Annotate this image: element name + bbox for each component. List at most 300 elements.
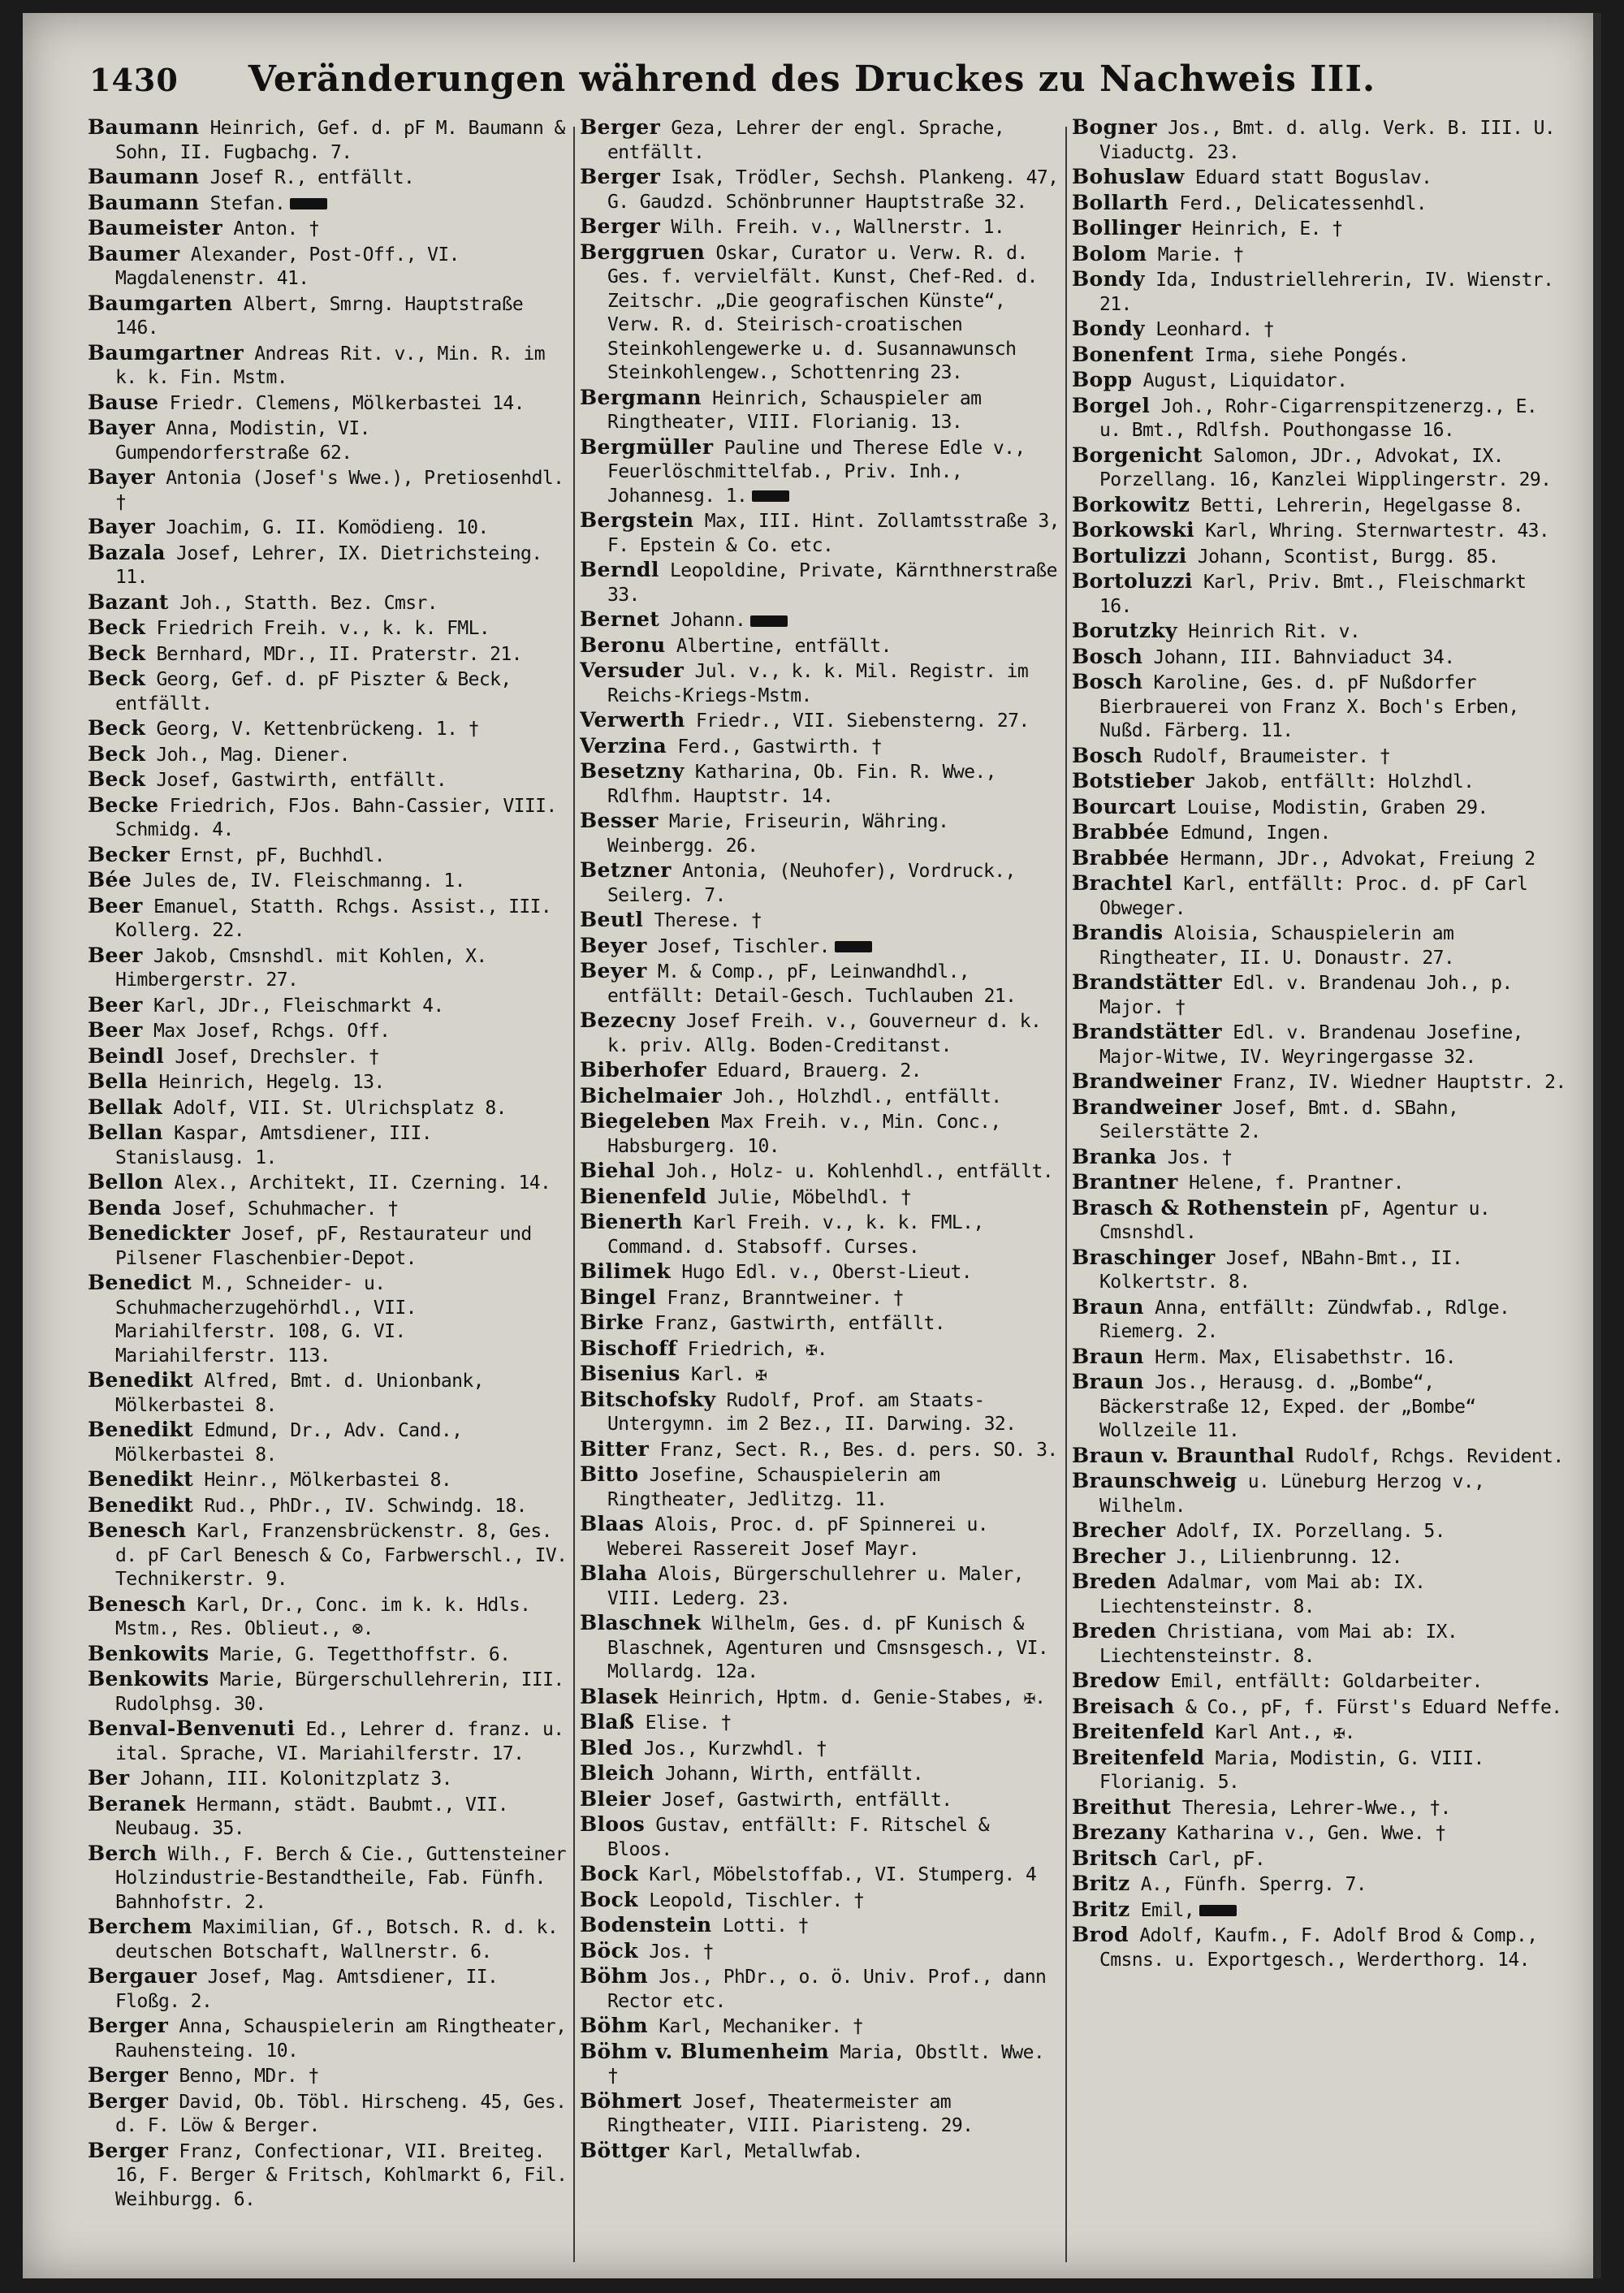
- entry-text: Max Freih. v., Min. Conc., Habsburgerg. 10.: [607, 1112, 1001, 1157]
- entry-name: Benedikt: [88, 1492, 194, 1517]
- directory-entry: [580, 1285, 1060, 1311]
- entry-name: Berggruen: [580, 240, 706, 264]
- entry-name: Berndl: [580, 558, 659, 581]
- entry-name: Bitter: [580, 1436, 650, 1461]
- entry-name: Brecher: [1072, 1518, 1166, 1542]
- entry-text: Betti, Lehrerin, Hegelgasse 8.: [1200, 494, 1524, 516]
- directory-entry: [88, 1221, 568, 1271]
- entry-text: Anna, Schauspielerin am Ringtheater, Rauhensteing. 10.: [115, 2016, 567, 2062]
- directory-entry: [580, 908, 1060, 934]
- entry-name: Braunschweig: [1072, 1469, 1237, 1492]
- directory-entry: [1072, 242, 1567, 268]
- entry-text: Max Josef, Rchgs. Off.: [153, 1021, 391, 1042]
- entry-text: Helene, f. Prantner.: [1188, 1172, 1404, 1194]
- entry-text: Joachim, G. II. Komödieng. 10.: [166, 517, 489, 538]
- pointing-hand-icon: [752, 490, 789, 502]
- directory-entry: [1072, 820, 1567, 846]
- entry-text: August, Liquidator.: [1142, 370, 1348, 391]
- directory-entry: [1072, 645, 1567, 671]
- directory-entry: [580, 1685, 1060, 1711]
- entry-name: Britz: [1072, 1897, 1130, 1921]
- entry-text: Therese. †: [654, 910, 762, 931]
- entry-name: Braun: [1072, 1294, 1144, 1319]
- directory-entry: [88, 1418, 568, 1467]
- directory-entry: [1072, 769, 1567, 795]
- entry-text: Eduard statt Boguslav.: [1194, 167, 1432, 188]
- entry-name: Brandis: [1072, 921, 1164, 944]
- entry-name: Borutzky: [1072, 619, 1177, 642]
- directory-entry: [1072, 1469, 1567, 1518]
- directory-entry: [1072, 1345, 1567, 1371]
- entry-name: Blaß: [580, 1710, 635, 1734]
- entry-text: Anna, entfällt: Zündwfab., Rdlge. Riemerg. 2.: [1099, 1297, 1510, 1342]
- entry-name: Bosch: [1072, 644, 1143, 668]
- entry-text: Karl, Whring. Sternwartestr. 43.: [1205, 520, 1550, 542]
- entry-text: Friedr., VII. Siebensterng. 27.: [695, 710, 1030, 732]
- entry-name: Baumann: [88, 165, 200, 188]
- entry-name: Berger: [88, 2063, 169, 2087]
- entry-text: Friedrich Freih. v., k. k. FML.: [156, 618, 490, 639]
- entry-name: Brandstätter: [1072, 1020, 1222, 1043]
- directory-entry: [88, 1518, 568, 1592]
- entry-text: Salomon, JDr., Advokat, IX. Porzellang. 16, Kanzlei Wipplingerstr. 29.: [1099, 445, 1552, 490]
- directory-entry: [1072, 544, 1567, 570]
- entry-text: Pauline und Therese Edle v., Feuerlöschmittelfab., Priv. Inh., Johannesg. 1.: [607, 437, 1026, 507]
- entry-text: Maximilian, Gf., Botsch. R. d. k. deutschen Botschaft, Wallnerstr. 6.: [115, 1917, 559, 1963]
- entry-name: Böhm: [580, 1964, 649, 1988]
- directory-entry: [88, 868, 568, 894]
- directory-entry: [1072, 191, 1567, 217]
- directory-entry: [88, 115, 568, 165]
- directory-entry: [1072, 619, 1567, 645]
- directory-entry: [1072, 1619, 1567, 1669]
- entry-name: Braun: [1072, 1344, 1144, 1368]
- directory-entry: [580, 1862, 1060, 1888]
- directory-entry: [1072, 518, 1567, 544]
- entry-text: Johann, Wirth, entfällt.: [665, 1764, 924, 1785]
- entry-text: Jos., Herausg. d. „Bombe“, Bäckerstraße 12, Exped. der „Bombe“ Wollzeile 11.: [1099, 1372, 1476, 1441]
- directory-entry: [580, 1388, 1060, 1437]
- directory-entry: [580, 633, 1060, 659]
- directory-entry: [88, 391, 568, 417]
- entry-name: Bilimek: [580, 1259, 672, 1283]
- entry-name: Bergmüller: [580, 434, 714, 459]
- entry-name: Blaschnek: [580, 1611, 702, 1634]
- entry-text: Karl, Metallwfab.: [680, 2140, 863, 2162]
- entry-text: Joh., Rohr-Cigarrenspitzenerzg., E. u. Bmt., Rdlfsh. Pouthongasse 16.: [1099, 395, 1538, 441]
- entry-name: Baumeister: [88, 216, 223, 240]
- directory-entry: [1072, 1370, 1567, 1444]
- entry-text: Jul. v., k. k. Mil. Registr. im Reichs-Kriegs-Mstm.: [607, 661, 1029, 706]
- directory-entry: [88, 1915, 568, 1964]
- entry-text: Leopoldine, Private, Kärnthnerstraße 33.: [607, 560, 1057, 606]
- entry-name: Beck: [88, 741, 146, 766]
- directory-entry: [1072, 1095, 1567, 1145]
- directory-entry: [88, 1271, 568, 1368]
- entry-text: Emil, entfällt: Goldarbeiter.: [1170, 1671, 1483, 1692]
- entry-text: Gustav, entfällt: F. Ritschel & Bloos.: [607, 1815, 989, 1860]
- entry-name: Berger: [580, 214, 661, 238]
- entry-text: Jules de, IV. Fleischmanng. 1.: [142, 870, 465, 892]
- entry-text: Friedrich, FJos. Bahn-Cassier, VIII. Schmidg. 4.: [115, 795, 557, 840]
- entry-text: A., Fünfh. Sperrg. 7.: [1140, 1874, 1367, 1895]
- directory-entry: [1072, 744, 1567, 770]
- entry-text: Irma, siehe Pongés.: [1204, 344, 1410, 366]
- directory-entry: [580, 2040, 1060, 2089]
- directory-entry: [580, 1259, 1060, 1285]
- entry-text: Josef, Theatermeister am Ringtheater, VIII. Piaristeng. 29.: [607, 2091, 974, 2136]
- entry-name: Böttger: [580, 2138, 670, 2162]
- directory-entry: [88, 615, 568, 641]
- entry-name: Besetzny: [580, 759, 685, 783]
- entry-text: Kaspar, Amtsdiener, III. Stanislausg. 1.: [115, 1123, 432, 1168]
- entry-text: Edmund, Dr., Adv. Cand., Mölkerbastei 8.: [115, 1420, 463, 1466]
- entry-name: Benkowits: [88, 1667, 209, 1691]
- directory-entry: [580, 959, 1060, 1008]
- entry-name: Bosch: [1072, 743, 1143, 767]
- directory-entry: [1072, 1923, 1567, 1972]
- entry-name: Beyer: [580, 959, 647, 982]
- directory-entry: [1072, 1196, 1567, 1246]
- directory-entry: [88, 1592, 568, 1642]
- entry-name: Braun v. Braunthal: [1072, 1443, 1295, 1467]
- entry-name: Benedikt: [88, 1368, 194, 1392]
- entry-text: Karl, Möbelstoffab., VI. Stumperg. 4: [649, 1864, 1037, 1885]
- directory-entry: [88, 242, 568, 291]
- entry-text: Heinrich, Schauspieler am Ringtheater, VIII. Florianig. 13.: [607, 387, 982, 433]
- entry-name: Beck: [88, 716, 146, 740]
- directory-entry: [88, 716, 568, 742]
- entry-text: Josef, pF, Restaurateur und Pilsener Flaschenbier-Depot.: [115, 1224, 532, 1269]
- entry-name: Berger: [580, 165, 661, 188]
- directory-entry: [88, 165, 568, 191]
- entry-text: Marie. †: [1157, 244, 1244, 266]
- directory-entry: [88, 1493, 568, 1519]
- entry-name: Besser: [580, 809, 659, 832]
- directory-entry: [1072, 1295, 1567, 1345]
- entry-name: Betzner: [580, 858, 672, 882]
- entry-text: Oskar, Curator u. Verw. R. d. Ges. f. vervielfält. Kunst, Chef-Red. d. Zeitschr. „Die geografischen Künste“, Verw. R. d. Steirisch-croatischen Steinkohlengewerke u. d. Susannawunsch Steinkohlengew., Schottenring 23.: [607, 242, 1038, 383]
- entry-text: Jos. †: [1167, 1146, 1233, 1168]
- directory-entry: [580, 214, 1060, 240]
- entry-text: Rudolf, Rchgs. Revident.: [1305, 1445, 1564, 1467]
- directory-entry: [580, 1913, 1060, 1939]
- entry-text: Antonia (Josef's Wwe.), Pretiosenhdl. †: [115, 468, 564, 513]
- entry-text: Ferd., Delicatessenhdl.: [1179, 192, 1427, 214]
- entry-name: Biegeleben: [580, 1109, 710, 1133]
- entry-name: Benedikt: [88, 1418, 194, 1441]
- directory-entry: [580, 1710, 1060, 1736]
- entry-name: Bleich: [580, 1761, 654, 1785]
- entry-name: Verzina: [580, 733, 667, 758]
- entry-text: Joh., Holz- u. Kohlenhdl., entfällt.: [666, 1161, 1053, 1182]
- directory-entry: [580, 558, 1060, 607]
- entry-name: Bellan: [88, 1121, 163, 1144]
- entry-name: Berger: [88, 2014, 169, 2037]
- entry-name: Bitto: [580, 1462, 639, 1486]
- entry-name: Breden: [1072, 1570, 1157, 1593]
- entry-text: Karl Freih. v., k. k. FML., Command. d. Stabsoff. Curses.: [607, 1212, 984, 1258]
- entry-text: Johann, III. Bahnviaduct 34.: [1153, 646, 1455, 668]
- entry-name: Bergmann: [580, 385, 702, 409]
- entry-name: Bock: [580, 1887, 638, 1911]
- directory-entry: [580, 1311, 1060, 1337]
- entry-name: Ber: [88, 1766, 130, 1790]
- entry-name: Benesch: [88, 1518, 187, 1542]
- entry-text: Stefan.: [209, 192, 286, 214]
- entry-text: Max, III. Hint. Zollamtsstraße 3, F. Epstein & Co. etc.: [607, 511, 1060, 556]
- entry-text: pF, Agentur u. Cmsnshdl.: [1099, 1198, 1491, 1243]
- entry-text: Alex., Architekt, II. Czerning. 14.: [174, 1172, 551, 1194]
- entry-name: Bollarth: [1072, 190, 1169, 214]
- directory-entry: [580, 165, 1060, 214]
- entry-name: Baumann: [88, 190, 200, 214]
- directory-entry: [580, 1210, 1060, 1259]
- entry-text: Edl. v. Brandenau Josefine, Major-Witwe, IV. Weyringergasse 32.: [1099, 1022, 1523, 1068]
- directory-entry: [88, 2139, 568, 2213]
- entry-name: Brachtel: [1072, 871, 1173, 895]
- entry-name: Bazant: [88, 589, 169, 614]
- directory-entry: [88, 2063, 568, 2089]
- entry-name: Bernet: [580, 607, 660, 631]
- entry-name: Beer: [88, 1018, 143, 1042]
- entry-name: Braschinger: [1072, 1245, 1216, 1269]
- directory-entry: [1072, 216, 1567, 242]
- entry-text: Andreas Rit. v., Min. R. im k. k. Fin. Mstm.: [115, 343, 545, 388]
- entry-name: Biberhofer: [580, 1058, 706, 1082]
- entry-text: Josefine, Schauspielerin am Ringtheater, Jedlitzg. 11.: [607, 1465, 940, 1510]
- directory-entry: [580, 386, 1060, 435]
- entry-text: Adalmar, vom Mai ab: IX. Liechtensteinstr. 8.: [1099, 1572, 1426, 1617]
- entry-text: Christiana, vom Mai ab: IX. Liechtensteinstr. 8.: [1099, 1622, 1458, 1667]
- entry-text: Josef, Tischler.: [657, 935, 830, 957]
- directory-entry: [580, 708, 1060, 734]
- directory-entry: [580, 240, 1060, 386]
- directory-entry: [88, 993, 568, 1019]
- entry-name: Benesch: [88, 1591, 187, 1616]
- entry-name: Bortoluzzi: [1072, 569, 1193, 593]
- entry-name: Borgel: [1072, 393, 1151, 417]
- entry-text: Johann, III. Kolonitzplatz 3.: [140, 1768, 452, 1790]
- entry-text: Marie, Friseurin, Währing. Weinbergg. 26.: [607, 811, 949, 857]
- entry-text: Alois, Bürgerschullehrer u. Maler, VIII. Lederg. 23.: [607, 1564, 1024, 1609]
- entry-text: Edl. v. Brandenau Joh., p. Major. †: [1099, 973, 1513, 1018]
- entry-name: Blaas: [580, 1512, 645, 1535]
- entry-text: Franz, Gastwirth, entfällt.: [654, 1313, 945, 1334]
- entry-name: Brandweiner: [1072, 1095, 1222, 1119]
- entry-name: Bredow: [1072, 1669, 1160, 1692]
- entry-text: Karl, JDr., Fleischmarkt 4.: [153, 995, 444, 1017]
- entry-name: Bée: [88, 868, 132, 892]
- directory-entry: [88, 667, 568, 716]
- directory-entry: [1072, 846, 1567, 872]
- entry-text: Hermann, JDr., Advokat, Freiung 2: [1180, 848, 1535, 870]
- entry-name: Benda: [88, 1195, 162, 1220]
- entry-text: Theresia, Lehrer-Wwe., †.: [1181, 1797, 1451, 1819]
- entry-name: Borkowitz: [1072, 492, 1190, 516]
- entry-name: Bollinger: [1072, 216, 1181, 240]
- entry-text: Bernhard, MDr., II. Praterstr. 21.: [156, 643, 522, 665]
- pointing-hand-icon: [750, 615, 788, 627]
- directory-entry: [1072, 493, 1567, 519]
- directory-entry: [1072, 1695, 1567, 1721]
- entry-text: Elise. †: [645, 1712, 732, 1734]
- directory-column-3: [1072, 115, 1567, 2267]
- entry-name: Berger: [88, 2138, 169, 2162]
- entry-name: Baumann: [88, 115, 200, 139]
- directory-entry: [1072, 970, 1567, 1020]
- entry-name: Beer: [88, 943, 143, 967]
- entry-text: Julie, Möbelhdl. †: [717, 1186, 912, 1208]
- entry-text: Leopold, Tischler. †: [649, 1889, 865, 1911]
- entry-text: Jos., Bmt. d. allg. Verk. B. III. U. Viaductg. 23.: [1099, 118, 1556, 163]
- entry-text: Wilh. Freih. v., Wallnerstr. 1.: [671, 217, 1005, 238]
- entry-text: Rudolf, Prof. am Staats-Untergymn. im 2 Bez., II. Darwing. 32.: [607, 1389, 1017, 1435]
- directory-entry: [1072, 1898, 1567, 1924]
- pointing-hand-icon: [835, 941, 872, 952]
- directory-entry: [580, 1761, 1060, 1787]
- directory-entry: [88, 541, 568, 590]
- entry-name: Benedikt: [88, 1467, 194, 1491]
- entry-text: Lotti. †: [722, 1915, 809, 1937]
- directory-entry: [88, 590, 568, 616]
- directory-entry: [88, 1069, 568, 1095]
- directory-entry: [580, 607, 1060, 633]
- directory-entry: [88, 1667, 568, 1717]
- entry-text: Karl, Mechaniker. †: [659, 2016, 863, 2037]
- entry-text: Josef, Mag. Amtsdiener, II. Floßg. 2.: [115, 1967, 499, 2012]
- entry-name: Böhm: [580, 2014, 649, 2037]
- entry-text: Johann, Scontist, Burgg. 85.: [1197, 546, 1499, 568]
- directory-column-1: [88, 115, 568, 2267]
- entry-name: Verwerth: [580, 708, 685, 732]
- entry-name: Beer: [88, 893, 143, 918]
- directory-entry: [580, 1888, 1060, 1914]
- entry-text: Friedr. Clemens, Mölkerbastei 14.: [169, 392, 525, 414]
- entry-name: Benedickter: [88, 1221, 231, 1245]
- directory-entry: [580, 1058, 1060, 1084]
- directory-entry: [1072, 267, 1567, 317]
- directory-entry: [580, 2089, 1060, 2139]
- entry-text: Heinrich, Gef. d. pF M. Baumann & Sohn, II. Fugbachg. 7.: [115, 118, 565, 163]
- entry-name: Bayer: [88, 465, 155, 489]
- entry-text: Georg, Gef. d. pF Piszter & Beck, entfällt.: [115, 669, 512, 715]
- directory-entry: [88, 515, 568, 541]
- entry-text: Franz, Sect. R., Bes. d. pers. SO. 3.: [659, 1439, 1058, 1461]
- entry-text: Karl. ✠: [690, 1364, 767, 1385]
- directory-entry: [580, 809, 1060, 858]
- entry-text: Jakob, entfällt: Holzhdl.: [1205, 771, 1475, 792]
- directory-entry: [88, 2014, 568, 2063]
- directory-entry: [580, 1812, 1060, 1862]
- directory-entry: [88, 465, 568, 515]
- directory-entry: [1072, 1872, 1567, 1898]
- entry-text: Franz, Confectionar, VII. Breiteg. 16, F. Berger & Fritsch, Kohlmarkt 6, Fil. Weihburgg. 6.: [115, 2140, 568, 2210]
- entry-text: Johann.: [670, 610, 746, 631]
- directory-entry: [88, 641, 568, 667]
- entry-name: Brezany: [1072, 1820, 1167, 1844]
- entry-text: Emil,: [1140, 1899, 1195, 1921]
- directory-entry: [88, 1642, 568, 1668]
- directory-entry: [88, 843, 568, 869]
- directory-entry: [1072, 921, 1567, 970]
- column-divider: [1065, 127, 1067, 2262]
- directory-entry: [580, 934, 1060, 960]
- entry-name: Beck: [88, 641, 146, 665]
- entry-name: Bayer: [88, 416, 155, 439]
- directory-entry: [580, 1008, 1060, 1058]
- directory-entry: [1072, 1170, 1567, 1196]
- entry-name: Baumgartner: [88, 340, 244, 365]
- entry-name: Beck: [88, 615, 146, 639]
- entry-name: Beranek: [88, 1791, 186, 1816]
- entry-name: Bondy: [1072, 317, 1145, 340]
- directory-entry: [1072, 871, 1567, 921]
- entry-text: Albertine, entfällt.: [676, 635, 892, 657]
- entry-text: Heinrich, Hptm. d. Genie-Stabes, ✠.: [668, 1686, 1046, 1708]
- entry-name: Breitenfeld: [1072, 1745, 1205, 1769]
- directory-entry: [88, 793, 568, 843]
- entry-text: Marie, G. Tegetthoffstr. 6.: [219, 1643, 511, 1665]
- entry-name: Benedict: [88, 1271, 192, 1294]
- entry-name: Bergauer: [88, 1964, 197, 1988]
- entry-text: Franz, Branntweiner. †: [667, 1287, 904, 1309]
- directory-entry: [1072, 670, 1567, 744]
- entry-name: Böhmert: [580, 2088, 682, 2113]
- entry-name: Beck: [88, 667, 146, 690]
- entry-name: Bichelmaier: [580, 1083, 723, 1108]
- directory-entry: [88, 1368, 568, 1418]
- entry-name: Bosch: [1072, 670, 1143, 693]
- entry-text: Heinrich, E. †: [1191, 218, 1343, 240]
- directory-entry: [580, 1462, 1060, 1512]
- entry-text: Ida, Industriellehrerin, IV. Wienstr. 21.: [1099, 270, 1554, 315]
- entry-name: Bischoff: [580, 1336, 677, 1360]
- entry-name: Bortulizzi: [1072, 543, 1187, 568]
- directory-entry: [1072, 1444, 1567, 1470]
- entry-text: Marie, Bürgerschullehrerin, III. Rudolphsg. 30.: [115, 1669, 564, 1715]
- directory-entry: [88, 1018, 568, 1044]
- entry-text: Georg, V. Kettenbrückeng. 1. †: [156, 719, 479, 740]
- entry-name: Berch: [88, 1841, 158, 1865]
- entry-text: Wilh., F. Berch & Cie., Guttensteiner Holzindustrie-Bestandtheile, Fab. Fünfh. Bahnhofstr. 2.: [115, 1843, 567, 1913]
- directory-entry: [580, 1736, 1060, 1762]
- directory-entry: [1072, 443, 1567, 493]
- entry-name: Böhm v. Blumenheim: [580, 2039, 830, 2063]
- entry-text: Katharina v., Gen. Wwe. †: [1177, 1823, 1446, 1844]
- entry-name: Bogner: [1072, 115, 1157, 139]
- directory-entry: [88, 216, 568, 242]
- entry-text: Albert, Smrng. Hauptstraße 146.: [115, 293, 524, 339]
- directory-entry: [88, 944, 568, 993]
- directory-entry: [580, 1939, 1060, 1965]
- directory-entry: [1072, 165, 1567, 191]
- entry-text: Heinrich Rit. v.: [1188, 621, 1361, 642]
- page-header: [23, 13, 1601, 109]
- entry-name: Brod: [1072, 1923, 1129, 1946]
- entry-text: Ed., Lehrer d. franz. u. ital. Sprache, VI. Mariahilferstr. 17.: [115, 1719, 564, 1764]
- entry-name: Britz: [1072, 1872, 1130, 1895]
- entry-text: Joh., Mag. Diener.: [156, 744, 350, 766]
- directory-entry: [88, 894, 568, 944]
- entry-text: Rudolf, Braumeister. †: [1153, 745, 1390, 767]
- directory-entry: [580, 1512, 1060, 1561]
- directory-entry: [1072, 1846, 1567, 1872]
- entry-name: Britsch: [1072, 1846, 1158, 1870]
- directory-entry: [580, 1611, 1060, 1685]
- entry-text: Anna, Modistin, VI. Gumpendorferstraße 62.: [115, 418, 370, 464]
- entry-name: Baumer: [88, 241, 180, 266]
